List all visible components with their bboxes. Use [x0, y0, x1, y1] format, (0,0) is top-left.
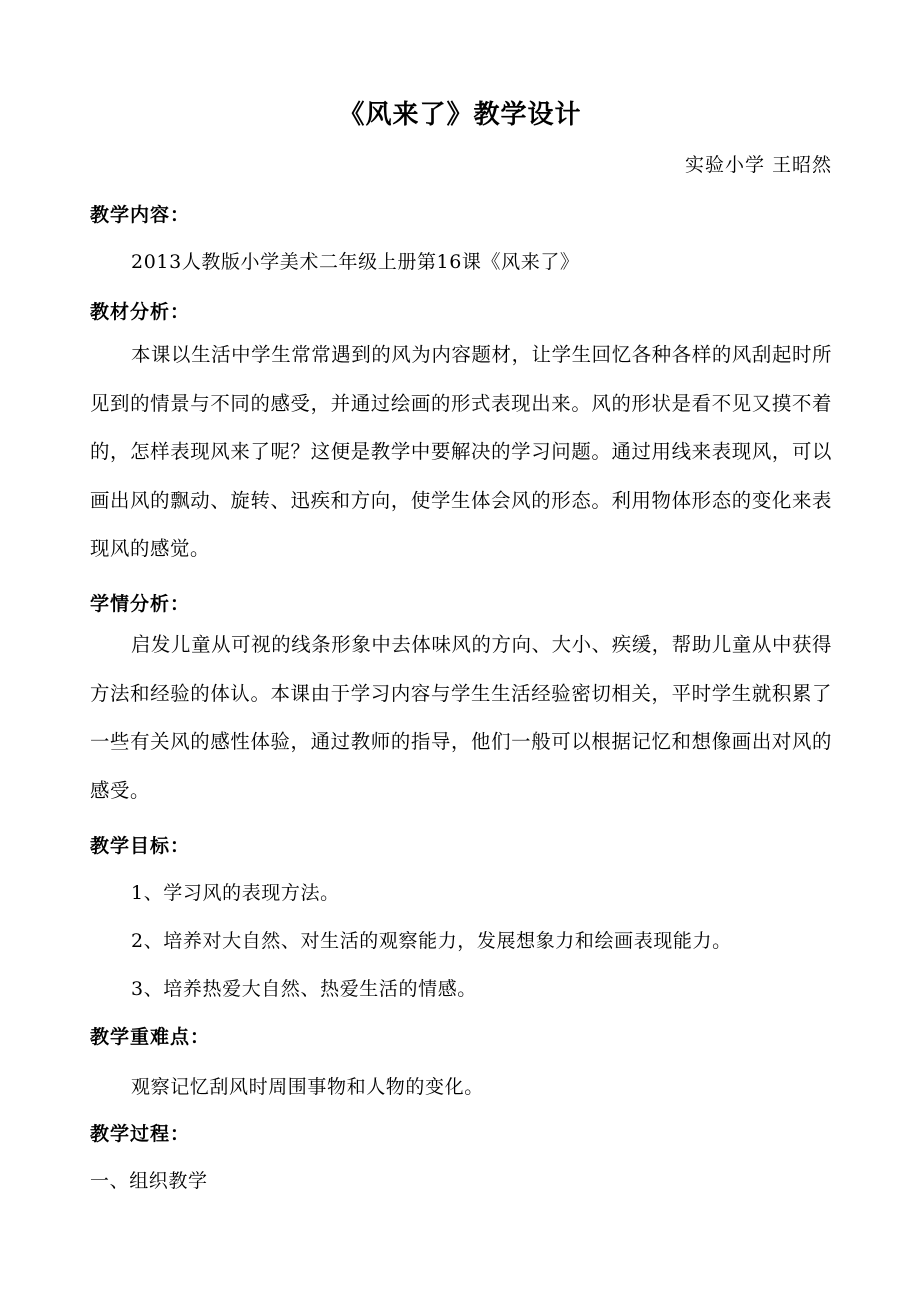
heading-keypoints: 教学重难点： [90, 1026, 211, 1048]
keypoints-text: 观察记忆刮风时周围事物和人物的变化。 [131, 1076, 484, 1098]
goal-item-2: 2、培养对大自然、对生活的观察能力，发展想象力和绘画表现能力。 [131, 930, 732, 952]
students-paragraph: 启发儿童从可视的线条形象中去体味风的方向、大小、疾缓，帮助儿童从中获得方法和经验的体认。本课由于学习内容与学生生活经验密切相关，平时学生就积累了一些有关风的感性体验，通过教师的指导，他们一般可以根据记忆和想像画出对风的感受。 [90, 633, 832, 802]
goal-item-3: 3、培养热爱大自然、热爱生活的情感。 [131, 978, 477, 1000]
material-paragraph: 本课以生活中学生常常遇到的风为内容题材，让学生回忆各种各样的风刮起时所见到的情景与不同的感受，并通过绘画的形式表现出来。风的形状是看不见又摸不着的，怎样表现风来了呢？这便是教学中要解决的学习问题。通过用线来表现风，可以画出风的飘动、旋转、迅疾和方向，使学生体会风的形态。利用物体形态的变化来表现风的感觉。 [90, 343, 832, 561]
heading-students: 学情分析： [90, 593, 191, 615]
document-title: 《风来了》教学设计 [338, 100, 582, 130]
heading-goals: 教学目标： [90, 835, 191, 857]
process-step-1: 一、组织教学 [90, 1170, 208, 1192]
content-text: 2013人教版小学美术二年级上册第16课《风来了》 [131, 251, 580, 273]
heading-process: 教学过程： [90, 1123, 191, 1145]
author-line: 实验小学 王昭然 [684, 154, 832, 176]
heading-content: 教学内容： [90, 204, 191, 226]
goal-item-1: 1、学习风的表现方法。 [131, 882, 340, 904]
heading-material: 教材分析： [90, 301, 191, 323]
